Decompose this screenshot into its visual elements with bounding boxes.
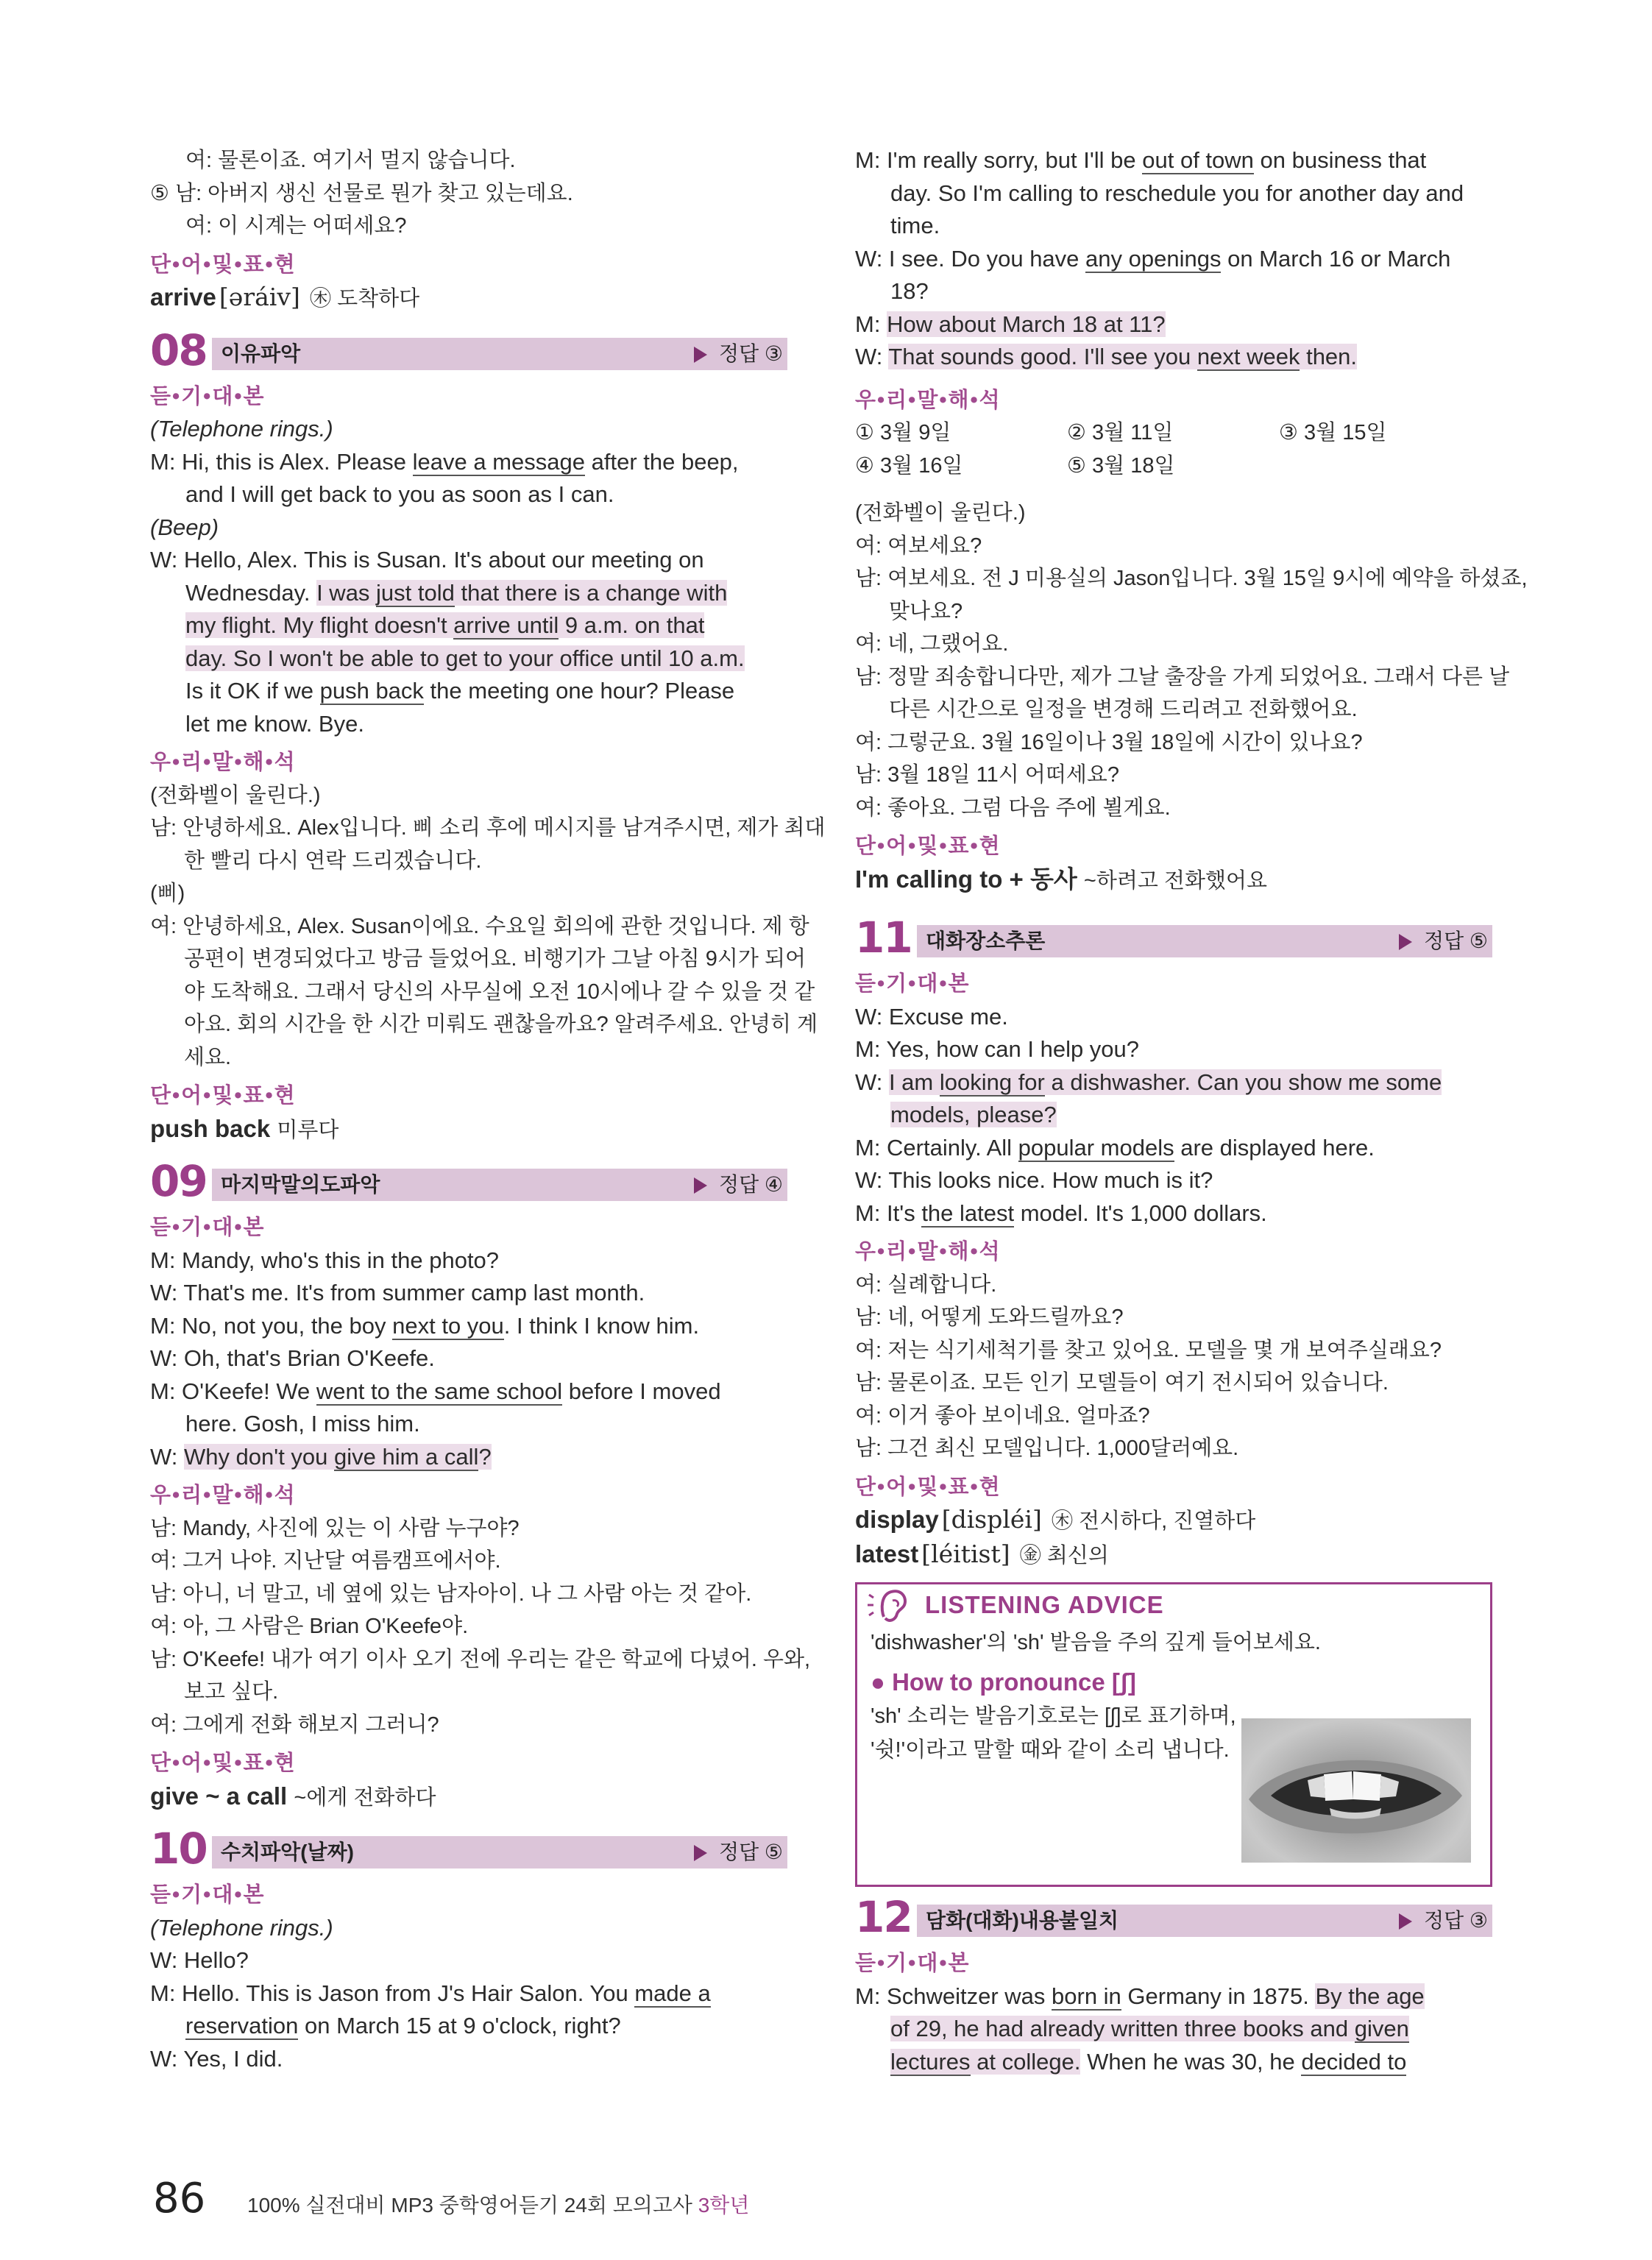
vocab-meaning: 미루다 <box>277 1118 339 1142</box>
script-line <box>855 1132 1492 1165</box>
script-line: 18? <box>890 278 929 304</box>
translation-line: (삐) <box>150 882 185 905</box>
script-line <box>855 2046 1492 2079</box>
underlined-text: leave a message <box>412 448 585 475</box>
script-line <box>150 1375 787 1409</box>
advice-title: LISTENING ADVICE <box>925 1591 1164 1618</box>
vocab-meaning: ㊎ 최신의 <box>1019 1543 1109 1568</box>
highlight <box>184 1444 492 1470</box>
vocab-entry <box>855 1503 1492 1538</box>
text: M: Hello. This is Jason from J's Hair Salon. You <box>150 1980 635 2006</box>
translation-line: 남: 안녕하세요. Alex입니다. 삐 소리 후에 메시지를 남겨주시면, 제가 최대 <box>150 816 826 840</box>
underlined-text: looking for <box>939 1069 1045 1095</box>
listening-advice-box <box>855 1582 1492 1887</box>
script-line <box>150 642 787 676</box>
underlined-text: arrive until <box>453 612 559 638</box>
text: the meeting one hour? Please <box>423 678 735 704</box>
text: I am <box>888 1069 940 1095</box>
vocab-entry <box>855 1538 1492 1573</box>
script-line: day. So I'm calling to reschedule you for another day and <box>890 180 1464 206</box>
translation-line: 여: 네, 그랬어요. <box>855 632 1009 656</box>
underlined-text: give him a call <box>334 1443 479 1470</box>
vocab-word: arrive <box>150 283 216 311</box>
triangle-icon <box>1399 934 1412 950</box>
text: then. <box>1300 344 1358 369</box>
script-line: let me know. Bye. <box>185 710 364 737</box>
script-heading: 듣•기•대•본 <box>150 384 266 408</box>
translation-line: 남: Mandy, 사진에 있는 이 사람 누구야? <box>150 1516 520 1540</box>
highlight <box>316 580 727 606</box>
vocab-word: latest <box>855 1540 919 1568</box>
advice-body: 'sh' 소리는 발음기호로는 [ʃ]로 표기하며, '쉿!'이라고 말할 때와 같이 소리 냅니다. <box>871 1704 1236 1762</box>
translation-line: 남: 네, 어떻게 도와드릴까요? <box>855 1306 1124 1329</box>
script-line <box>855 1980 1492 2013</box>
underlined-text: any openings <box>1085 245 1222 272</box>
translation-line: 여: 실례합니다. <box>855 1272 997 1297</box>
mouth-photo <box>1241 1718 1471 1863</box>
script-line <box>150 1977 787 2011</box>
translation-line: 남: 아니, 너 말고, 네 옆에 있는 남자아이. 나 그 사람 아는 것 같아. <box>150 1581 752 1606</box>
underlined-text: born in <box>1052 1983 1121 2009</box>
korean-line: 여: 이 시계는 어떠세요? <box>185 214 407 238</box>
question-number: 08 <box>150 325 207 375</box>
translation-heading: 우•리•말•해•석 <box>855 1240 1002 1264</box>
triangle-icon <box>694 1177 707 1194</box>
highlight: day. So I won't be able to get to your office until 10 a.m. <box>185 645 745 671</box>
text: are displayed here. <box>1174 1134 1375 1161</box>
translation-line: 여: 아, 그 사람은 Brian O'Keefe야. <box>150 1615 469 1638</box>
translation-line: 여: 그렇군요. 3월 16일이나 3월 18일에 시간이 있나요? <box>855 730 1363 754</box>
vocab-word: I'm calling to + 동사 <box>855 865 1077 893</box>
script-line <box>855 1197 1492 1230</box>
vocab-heading: 단•어•및•표•현 <box>150 1084 297 1108</box>
answer-text: 정답 ③ <box>719 341 783 365</box>
underlined-text: reservation <box>185 2013 299 2038</box>
text: M: It's <box>855 1200 922 1226</box>
script-line: here. Gosh, I miss him. <box>185 1411 420 1437</box>
text: M: <box>855 311 887 337</box>
script-line: M: Yes, how can I help you? <box>855 1036 1140 1062</box>
script-line <box>150 609 787 642</box>
book-title <box>247 2189 749 2219</box>
translation-line: 남: 그건 최신 모델입니다. 1,000달러예요. <box>855 1437 1239 1460</box>
underlined-text: push back <box>319 678 424 704</box>
translation-line: 남: 여보세요. 전 J 미용실의 Jason입니다. 3월 15일 9시에 예약을 하셨죠, <box>855 567 1528 590</box>
underlined-text: the latest <box>921 1200 1015 1226</box>
script-line: M: Mandy, who's this in the photo? <box>150 1247 500 1273</box>
script-line: (Telephone rings.) <box>150 1914 333 1941</box>
translation-line: 남: 물론이죠. 모든 인기 모델들이 여기 전시되어 있습니다. <box>855 1371 1389 1395</box>
question-header-09 <box>150 1156 787 1206</box>
text: 9 a.m. on that <box>559 612 705 638</box>
script-line: W: Hello? <box>150 1947 249 1973</box>
underlined-text: given <box>1354 2016 1409 2041</box>
translation-line: 여: 안녕하세요, Alex. Susan이에요. 수요일 회의에 관한 것입니다. 제 항 <box>150 914 809 938</box>
translation-line: 여: 좋아요. 그럼 다음 주에 뵐게요. <box>855 796 1171 820</box>
translation-line: 보고 싶다. <box>184 1680 279 1704</box>
choice-4: ④ 3월 16일 <box>855 453 963 478</box>
vocab-entry <box>855 863 1492 898</box>
text: W: <box>855 344 889 369</box>
vocab-meaning: ~하려고 전화했어요 <box>1083 868 1268 893</box>
text: ? <box>478 1443 492 1470</box>
script-line <box>150 1441 787 1474</box>
highlight <box>890 2049 1080 2075</box>
translation-line: 남: 3월 18일 11시 어떠세요? <box>855 763 1120 787</box>
answer-label <box>1399 1905 1488 1937</box>
underlined-text: went to the same school <box>316 1378 563 1404</box>
vocab-ipa: [displéi] <box>941 1505 1042 1534</box>
text: W: <box>150 1443 184 1470</box>
script-line <box>150 446 787 479</box>
vocab-meaning: ~에게 전화하다 <box>294 1785 436 1810</box>
highlight <box>185 612 704 638</box>
text: that there is a change with <box>454 579 728 606</box>
triangle-icon <box>694 347 707 363</box>
question-header-11 <box>855 913 1492 963</box>
text: W: I see. Do you have <box>855 245 1086 272</box>
script-line <box>855 144 1492 177</box>
vocab-ipa: [əráiv] <box>219 283 300 311</box>
question-header-12 <box>855 1892 1492 1942</box>
text: M: Schweitzer was <box>855 1983 1052 2009</box>
script-line <box>150 675 787 708</box>
choice-2: ② 3월 11일 <box>1067 421 1174 444</box>
answer-text: 정답 ④ <box>719 1173 783 1196</box>
script-line: time. <box>890 213 940 238</box>
question-number: 11 <box>855 913 912 963</box>
korean-line: 여: 물론이죠. 여기서 멀지 않습니다. <box>185 149 516 172</box>
answer-label <box>1399 925 1488 957</box>
text: after the beep, <box>585 448 739 475</box>
translation-line: 여: 이거 좋아 보이네요. 얼마죠? <box>855 1403 1150 1428</box>
highlight <box>890 2016 1409 2041</box>
script-line: W: Hello, Alex. This is Susan. It's about our meeting on <box>150 547 704 573</box>
script-line <box>855 341 1492 374</box>
underlined-text: made a <box>634 1980 711 2006</box>
translation-line: 여: 그거 나야. 지난달 여름캠프에서야. <box>150 1549 501 1573</box>
vocab-heading: 단•어•및•표•현 <box>150 252 297 277</box>
script-line: W: That's me. It's from summer camp last month. <box>150 1280 645 1306</box>
advice-text: 'dishwasher'의 'sh' 발음을 주의 깊게 들어보세요. <box>871 1630 1321 1654</box>
script-line <box>150 577 787 610</box>
underlined-text: lectures <box>890 2048 971 2075</box>
text: a dishwasher. Can you show me some <box>1044 1069 1442 1095</box>
choice-1: ① 3월 9일 <box>855 421 951 444</box>
text: my flight. My flight doesn't <box>185 612 454 638</box>
script-line: W: Excuse me. <box>855 1003 1008 1030</box>
translation-line: 남: 정말 죄송합니다만, 제가 그날 출장을 가게 되었어요. 그래서 다른 날 <box>855 665 1510 689</box>
answer-text: 정답 ⑤ <box>719 1841 783 1863</box>
vocab-ipa: [léitist] <box>921 1539 1010 1568</box>
vocab-heading: 단•어•및•표•현 <box>855 835 1002 858</box>
question-topic: 담화(대화)내용불일치 <box>926 1909 1119 1932</box>
script-line <box>150 2010 787 2043</box>
translation-heading: 우•리•말•해•석 <box>150 1484 297 1507</box>
translation-line: 여: 저는 식기세척기를 찾고 있어요. 모델을 몇 개 보여주실래요? <box>855 1338 1442 1362</box>
text: Why don't you <box>183 1443 335 1470</box>
vocab-meaning: ㊍ 도착하다 <box>310 287 420 311</box>
question-number: 10 <box>150 1824 207 1874</box>
translation-line: (전화벨이 울린다.) <box>855 501 1026 525</box>
script-line: (Telephone rings.) <box>150 416 333 442</box>
text: of 29, he had already written three books and <box>890 2016 1355 2041</box>
underlined-text: decided to <box>1301 2048 1407 2075</box>
triangle-icon <box>694 1845 707 1861</box>
answer-text: 정답 ⑤ <box>1424 929 1488 952</box>
text: on March 16 or March <box>1221 245 1451 272</box>
highlight: By the age <box>1315 1983 1425 2009</box>
underlined-text: next to you <box>392 1312 504 1339</box>
vocab-meaning: ㊍ 전시하다, 진열하다 <box>1052 1509 1256 1533</box>
vocab-word: push back <box>150 1114 271 1142</box>
answer-choices <box>855 417 1492 482</box>
text: on March 15 at 9 o'clock, right? <box>298 2013 621 2038</box>
script-line <box>855 2013 1492 2046</box>
translation-line: 야 도착해요. 그래서 당신의 사무실에 오전 10시에나 갈 수 있을 것 같 <box>184 980 815 1004</box>
translation-line: 다른 시간으로 일정을 변경해 드리려고 전화했어요. <box>889 698 1358 721</box>
translation-line: 맞나요? <box>889 599 963 623</box>
text: M: Certainly. All <box>855 1134 1018 1161</box>
script-line <box>855 1066 1492 1099</box>
highlight <box>889 1069 1442 1095</box>
text: M: No, not you, the boy <box>150 1312 393 1339</box>
mouth-image <box>1241 1718 1471 1863</box>
korean-line: ⑤ 남: 아버지 생신 선물로 뭔가 찾고 있는데요. <box>150 181 573 205</box>
translation-line: 아요. 회의 시간을 한 시간 미뤄도 괜찮을까요? 알려주세요. 안녕히 계 <box>184 1013 818 1036</box>
translation-line: 남: O'Keefe! 내가 여기 이사 오기 전에 우리는 같은 학교에 다녔어. 우와, <box>150 1647 811 1671</box>
underlined-text: next week <box>1197 344 1300 369</box>
vocab-entry <box>150 1113 787 1147</box>
translation-line: (전화벨이 울린다.) <box>150 783 321 807</box>
answer-label <box>694 1169 783 1201</box>
question-header-10 <box>150 1824 787 1874</box>
script-line <box>855 1099 1492 1132</box>
pronounce-heading: ● How to pronounce [ʃ] <box>871 1668 1136 1696</box>
underlined-text: just told <box>376 579 455 606</box>
page-number: 86 <box>153 2175 206 2222</box>
text: before I moved <box>562 1378 721 1404</box>
text: That sounds good. I'll see you <box>888 344 1197 369</box>
text: model. It's 1,000 dollars. <box>1014 1200 1267 1226</box>
underlined-text: popular models <box>1018 1134 1174 1161</box>
text: W: <box>855 1069 889 1095</box>
text: M: Hi, this is Alex. Please <box>150 448 413 475</box>
question-topic: 마지막말의도파악 <box>221 1173 380 1196</box>
highlight: How about March 18 at 11? <box>887 311 1166 337</box>
text: When he was 30, he <box>1080 2048 1302 2075</box>
question-number: 12 <box>855 1892 912 1942</box>
script-line: W: Oh, that's Brian O'Keefe. <box>150 1345 435 1371</box>
ear-icon <box>868 1587 912 1626</box>
script-line: W: Yes, I did. <box>150 2045 283 2072</box>
triangle-icon <box>1399 1913 1412 1930</box>
translation-line: 한 빨리 다시 연락 드리겠습니다. <box>184 849 482 873</box>
translation-line: 여: 그에게 전화 해보지 그러니? <box>150 1712 439 1737</box>
question-header-08 <box>150 325 787 375</box>
script-line <box>855 243 1492 276</box>
vocab-heading: 단•어•및•표•현 <box>855 1475 1002 1499</box>
script-line <box>150 1310 787 1343</box>
script-line <box>855 308 1492 341</box>
question-number: 09 <box>150 1156 207 1206</box>
highlight: models, please? <box>890 1102 1057 1127</box>
vocab-word: display <box>855 1506 939 1533</box>
page-footer <box>153 2175 750 2222</box>
text: . I think I know him. <box>503 1312 700 1339</box>
answer-label <box>694 1836 783 1868</box>
book-title-text: 100% 실전대비 MP3 중학영어듣기 24회 모의고사 <box>247 2194 698 2217</box>
question-topic: 이유파악 <box>221 341 301 365</box>
script-heading: 듣•기•대•본 <box>150 1883 266 1907</box>
vocab-entry <box>150 1780 787 1815</box>
translation-heading: 우•리•말•해•석 <box>150 751 297 774</box>
answer-text: 정답 ③ <box>1424 1909 1488 1932</box>
text: Is it OK if we <box>185 678 320 704</box>
script-line: W: This looks nice. How much is it? <box>855 1167 1213 1193</box>
translation-line: 세요. <box>184 1045 232 1069</box>
script-heading: 듣•기•대•본 <box>855 972 971 996</box>
highlight <box>888 344 1357 369</box>
text: M: O'Keefe! We <box>150 1378 316 1404</box>
choice-3: ③ 3월 15일 <box>1279 421 1387 444</box>
choice-5: ⑤ 3월 18일 <box>1067 453 1175 478</box>
vocab-word: give ~ a call <box>150 1782 288 1810</box>
translation-heading: 우•리•말•해•석 <box>855 388 1002 412</box>
underlined-text: out of town <box>1142 147 1254 173</box>
script-heading: 듣•기•대•본 <box>150 1216 266 1239</box>
text: at college. <box>970 2048 1081 2075</box>
text: M: I'm really sorry, but I'll be <box>855 147 1143 173</box>
grade-label: 3학년 <box>698 2194 750 2217</box>
right-column <box>855 144 1528 2078</box>
answer-label <box>694 338 783 370</box>
text: on business that <box>1253 147 1427 173</box>
text: Germany in 1875. <box>1121 1983 1316 2009</box>
left-column <box>150 144 826 2075</box>
question-topic: 수치파악(날짜) <box>221 1841 354 1863</box>
script-heading: 듣•기•대•본 <box>855 1952 971 1975</box>
script-line: (Beep) <box>150 514 219 540</box>
vocab-heading: 단•어•및•표•현 <box>150 1751 297 1775</box>
text: Wednesday. <box>185 579 317 606</box>
vocab-entry <box>150 281 787 316</box>
script-line: and I will get back to you as soon as I can. <box>185 481 614 507</box>
text: I was <box>316 579 377 606</box>
translation-line: 여: 여보세요? <box>855 534 982 558</box>
translation-line: 공편이 변경되었다고 방금 들었어요. 비행기가 그날 아침 9시가 되어 <box>184 947 806 971</box>
question-topic: 대화장소추론 <box>926 929 1046 952</box>
